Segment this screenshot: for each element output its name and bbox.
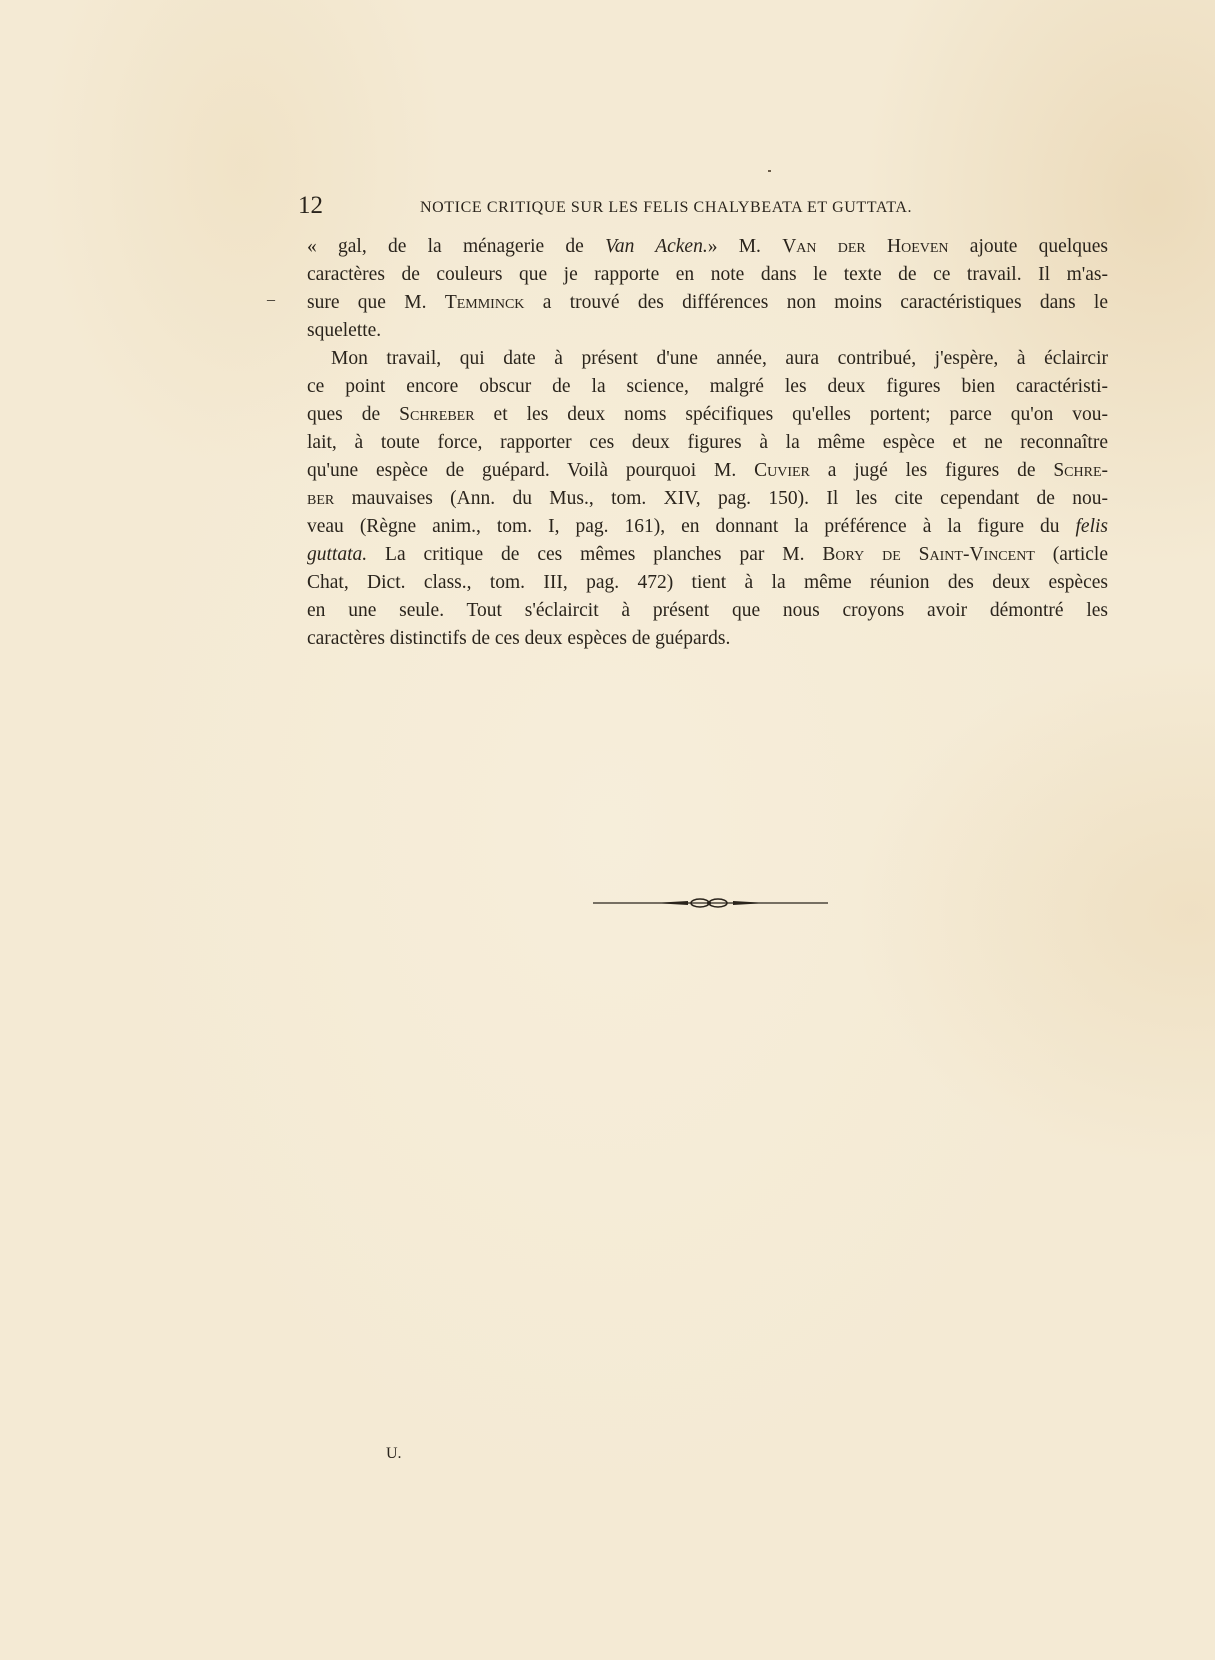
text-line: ber mauvaises (Ann. du Mus., tom. XIV, pag. 150). Il les cite cependant de nou- xyxy=(307,488,1108,509)
margin-mark: _ xyxy=(267,286,275,303)
text-line: lait, à toute force, rapporter ces deux figures à la même espèce et ne reconnaître xyxy=(307,432,1108,453)
page-number: 12 xyxy=(298,192,323,219)
text-line: ce point encore obscur de la science, malgré les deux figures bien caractéristi- xyxy=(307,376,1108,397)
text-line: veau (Règne anim., tom. I, pag. 161), en donnant la préférence à la figure du felis xyxy=(307,516,1108,537)
text-line: Mon travail, qui date à présent d'une année, aura contribué, j'espère, à éclaircir xyxy=(331,348,1108,369)
text-line: caractères distinctifs de ces deux espèces de guépards. xyxy=(307,628,731,649)
stray-mark xyxy=(768,170,771,172)
divider-ornament xyxy=(593,896,828,910)
text-line: guttata. La critique de ces mêmes planches par M. Bory de Saint-Vincent (article xyxy=(307,544,1108,565)
text-line: en une seule. Tout s'éclaircit à présent que nous croyons avoir démontré les xyxy=(307,600,1108,621)
text-line: sure que M. Temminck a trouvé des différences non moins caractéristiques dans le xyxy=(307,292,1108,313)
page-header xyxy=(298,192,994,222)
text-line: qu'une espèce de guépard. Voilà pourquoi M. Cuvier a jugé les figures de Schre- xyxy=(307,460,1108,481)
paragraph-2 xyxy=(307,345,1108,653)
text-line: caractères de couleurs que je rapporte en note dans le texte de ce travail. Il m'as- xyxy=(307,264,1108,285)
text-line: « gal, de la ménagerie de Van Acken.» M. Van der Hoeven ajoute quelques xyxy=(307,236,1109,257)
text-line: ques de Schreber et les deux noms spécifiques qu'elles portent; parce qu'on vou- xyxy=(307,404,1108,425)
paragraph-1 xyxy=(307,233,1108,345)
text-line: squelette. xyxy=(307,320,382,341)
text-line: Chat, Dict. class., tom. III, pag. 472) tient à la même réunion des deux espèces xyxy=(307,572,1108,593)
running-head: NOTICE CRITIQUE SUR LES FELIS CHALYBEATA ET GUTTATA. xyxy=(420,199,913,216)
body-text xyxy=(307,233,1108,653)
signature-mark: U. xyxy=(386,1445,402,1462)
